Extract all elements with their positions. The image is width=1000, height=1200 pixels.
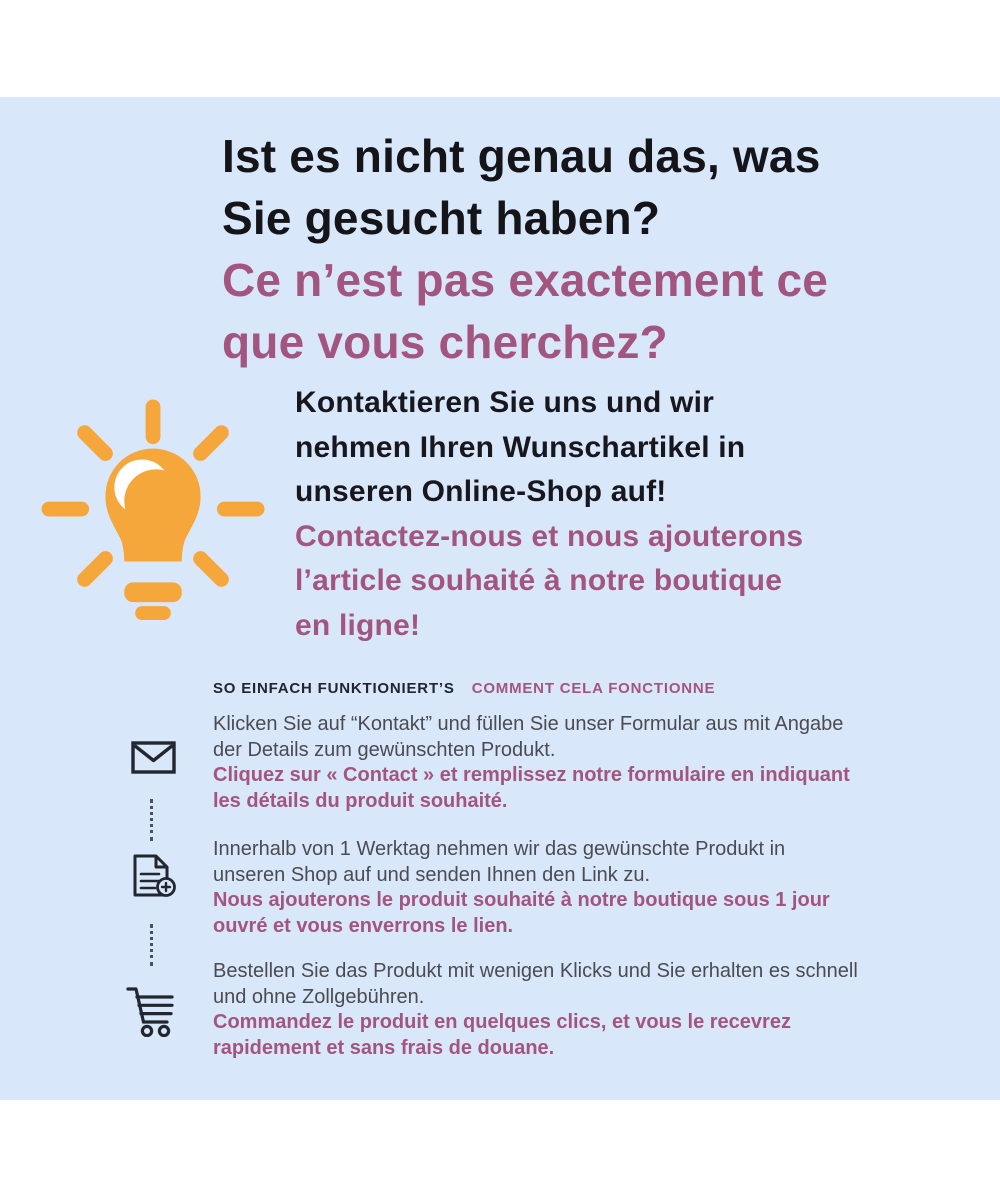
hero-heading	[222, 125, 828, 373]
step-1-french	[213, 763, 850, 814]
how-label-french: COMMENT CELA FONCTIONNE	[471, 680, 716, 697]
step-2-de-line-1: Innerhalb von 1 Werktag nehmen wir das gewünschte Produkt in	[213, 838, 786, 860]
intro-german	[295, 381, 803, 515]
step-1-de-line-1: Klicken Sie auf “Kontakt” und füllen Sie unser Formular aus mit Angabe	[213, 713, 844, 735]
hero-fr-line-1: Ce n’est pas exactement ce	[222, 254, 829, 306]
step-2-fr-line-2: ouvré et vous enverrons le lien.	[213, 914, 514, 937]
step-2-german	[213, 837, 830, 888]
step-3-german	[213, 959, 858, 1010]
how-label-german: SO EINFACH FUNKTIONIERT’S	[213, 680, 455, 697]
dotted-connector	[150, 924, 153, 966]
step-2-de-line-2: unseren Shop auf und senden Ihnen den Link zu.	[213, 863, 651, 886]
step-3-french	[213, 1010, 858, 1061]
step-3-de-line-2: und ohne Zollgebühren.	[213, 985, 425, 1008]
step-1-fr-line-1: Cliquez sur « Contact » et remplissez notre formulaire en indiquant	[213, 764, 850, 787]
step-2-french	[213, 888, 830, 939]
hero-heading-german	[222, 125, 828, 249]
step-3	[213, 959, 858, 1061]
info-panel	[0, 97, 1000, 1100]
intro-fr-line-1: Contactez-nous et nous ajouterons	[295, 519, 804, 553]
hero-heading-french	[222, 249, 828, 373]
step-1-german	[213, 712, 850, 763]
lightbulb-icon	[40, 397, 266, 623]
intro-text	[295, 381, 803, 648]
hero-de-line-1: Ist es nicht genau das, was	[222, 130, 821, 182]
step-1-fr-line-2: les détails du produit souhaité.	[213, 789, 508, 812]
shopping-cart-icon	[125, 983, 175, 1042]
how-it-works-label	[213, 680, 715, 697]
hero-fr-line-2: que vous cherchez?	[222, 316, 668, 368]
step-2-fr-line-1: Nous ajouterons le produit souhaité à notre boutique sous 1 jour	[213, 889, 830, 912]
envelope-icon	[131, 741, 176, 779]
intro-french	[295, 515, 803, 649]
step-1-de-line-2: der Details zum gewünschten Produkt.	[213, 738, 556, 761]
step-3-fr-line-1: Commandez le produit en quelques clics, et vous le recevrez	[213, 1011, 791, 1034]
step-2	[213, 837, 830, 939]
intro-fr-line-3: en ligne!	[295, 608, 421, 642]
intro-de-line-1: Kontaktieren Sie uns und wir	[295, 386, 714, 419]
step-3-fr-line-2: rapidement et sans frais de douane.	[213, 1036, 555, 1059]
intro-fr-line-2: l’article souhaité à notre boutique	[295, 564, 783, 597]
intro-de-line-3: unseren Online-Shop auf!	[295, 475, 667, 508]
document-add-icon	[129, 854, 177, 911]
hero-de-line-2: Sie gesucht haben?	[222, 192, 661, 244]
dotted-connector	[150, 799, 153, 841]
step-1	[213, 712, 850, 814]
intro-de-line-2: nehmen Ihren Wunschartikel in	[295, 430, 746, 464]
step-3-de-line-1: Bestellen Sie das Produkt mit wenigen Klicks und Sie erhalten es schnell	[213, 960, 858, 982]
